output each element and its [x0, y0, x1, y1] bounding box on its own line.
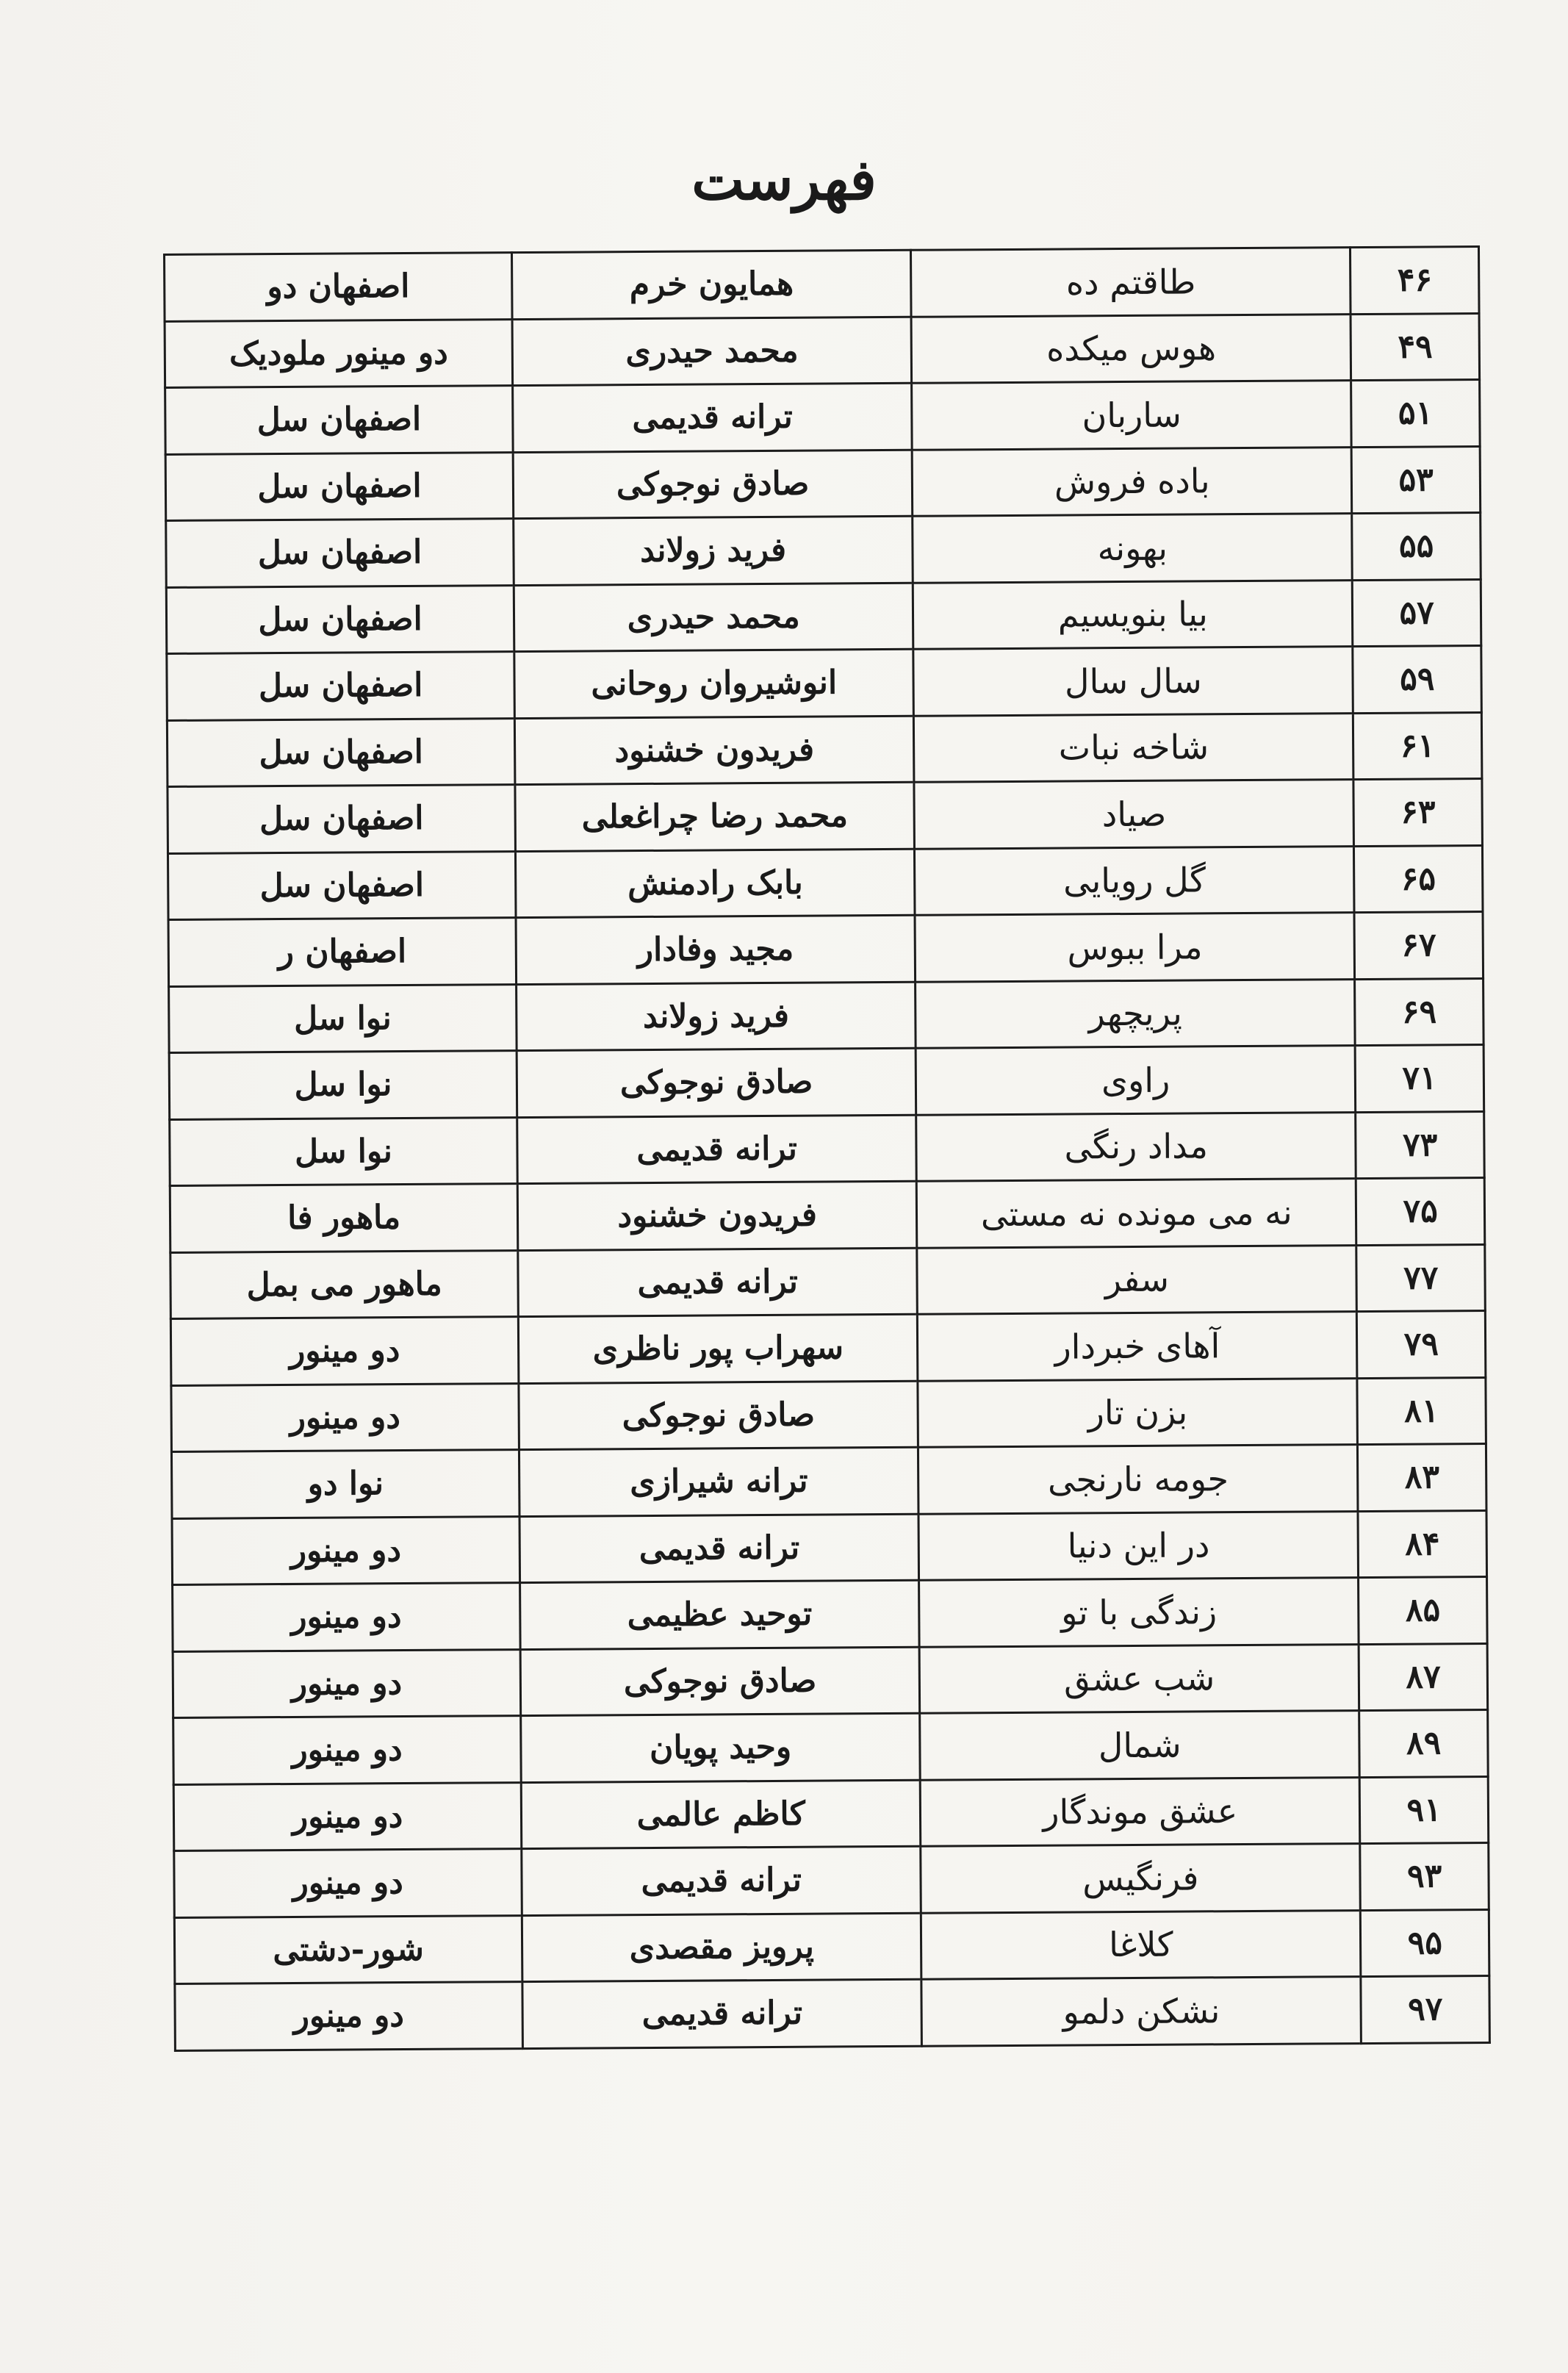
- musical-key-cell: اصفهان سل: [166, 585, 514, 653]
- artist-cell: ترانه شیرازی: [519, 1447, 919, 1516]
- musical-key-cell: اصفهان دو: [165, 253, 513, 321]
- song-title-cell: شاخه نبات: [914, 713, 1354, 782]
- toc-row: [168, 845, 1483, 919]
- song-title-cell: عشق موندگار: [920, 1777, 1360, 1846]
- musical-key-cell: اصفهان ر: [168, 918, 517, 986]
- toc-row: [167, 646, 1482, 720]
- musical-key-cell: اصفهان سل: [167, 652, 515, 720]
- song-title-cell: ساربان: [912, 381, 1352, 450]
- page-number-cell: ۹۷: [1361, 1976, 1489, 2044]
- artist-cell: بابک رادمنش: [516, 849, 916, 918]
- page-number-cell: ۹۱: [1360, 1776, 1489, 1844]
- toc-row: [165, 313, 1480, 387]
- song-title-cell: نشکن دلمو: [921, 1977, 1362, 2046]
- page-number-cell: ۵۱: [1351, 380, 1480, 448]
- song-title-cell: هوس میکده: [911, 314, 1351, 383]
- artist-cell: سهراب پور ناظری: [519, 1314, 918, 1383]
- page-number-cell: ۷۹: [1357, 1311, 1486, 1379]
- artist-cell: فریدون خشنود: [517, 1181, 917, 1250]
- page-number-cell: ۴۹: [1351, 313, 1479, 381]
- artist-cell: ترانه قدیمی: [518, 1248, 918, 1317]
- song-title-cell: مرا ببوس: [915, 913, 1355, 982]
- song-title-cell: مداد رنگی: [916, 1112, 1356, 1181]
- page-number-cell: ۶۷: [1354, 912, 1483, 980]
- artist-cell: محمد رضا چراغعلی: [515, 782, 915, 851]
- page-number-cell: ۸۷: [1359, 1643, 1487, 1711]
- toc-row: [174, 1909, 1489, 1984]
- artist-cell: فریدون خشنود: [515, 716, 915, 785]
- page-number-cell: ۷۱: [1356, 1045, 1484, 1113]
- toc-row: [168, 912, 1484, 986]
- page-number-cell: ۴۶: [1351, 247, 1479, 315]
- toc-body: [165, 247, 1490, 2050]
- artist-cell: ترانه قدیمی: [517, 1115, 917, 1184]
- page-number-cell: ۷۷: [1356, 1244, 1485, 1312]
- page-number-cell: ۸۱: [1357, 1377, 1486, 1445]
- musical-key-cell: شور-دشتی: [174, 1915, 522, 1984]
- artist-cell: وحید پویان: [521, 1713, 921, 1782]
- song-title-cell: گل رویایی: [915, 846, 1355, 915]
- artist-cell: پرویز مقصدی: [522, 1913, 922, 1982]
- musical-key-cell: اصفهان سل: [165, 386, 514, 454]
- musical-key-cell: دو مینور: [173, 1782, 522, 1850]
- toc-row: [175, 1976, 1490, 2050]
- song-title-cell: باده فروش: [912, 447, 1352, 516]
- musical-key-cell: دو مینور: [173, 1583, 521, 1651]
- toc-row: [165, 446, 1481, 520]
- song-title-cell: بیا بنویسیم: [913, 580, 1353, 649]
- song-title-cell: کلاغا: [921, 1910, 1362, 1979]
- song-title-cell: صیاد: [914, 780, 1354, 849]
- toc-row: [167, 712, 1482, 786]
- page-number-cell: ۹۵: [1361, 1909, 1489, 1977]
- page-number-cell: ۸۳: [1358, 1444, 1486, 1512]
- artist-cell: محمد حیدری: [514, 583, 913, 652]
- artist-cell: کاظم عالمی: [521, 1780, 921, 1849]
- musical-key-cell: نوا سل: [169, 984, 517, 1052]
- page-number-cell: ۷۳: [1356, 1111, 1484, 1179]
- song-title-cell: فرنگیس: [921, 1844, 1361, 1913]
- artist-cell: صادق نوجوکی: [513, 450, 913, 519]
- toc-row: [172, 1510, 1487, 1584]
- musical-key-cell: اصفهان سل: [167, 718, 515, 786]
- toc-row: [170, 1244, 1486, 1318]
- artist-cell: ترانه قدیمی: [519, 1514, 919, 1583]
- artist-cell: مجید وفادار: [516, 915, 916, 984]
- artist-cell: همایون خرم: [512, 250, 912, 319]
- toc-row: [170, 1111, 1485, 1185]
- artist-cell: صادق نوجوکی: [517, 1048, 916, 1117]
- page-number-cell: ۵۹: [1353, 646, 1481, 714]
- musical-key-cell: ماهور فا: [170, 1184, 518, 1252]
- musical-key-cell: دو مینور: [175, 1982, 523, 2050]
- toc-row: [165, 247, 1480, 321]
- page-number-cell: ۹۳: [1360, 1843, 1489, 1911]
- musical-key-cell: نوا سل: [170, 1117, 518, 1185]
- artist-cell: صادق نوجوکی: [520, 1647, 920, 1716]
- page-number-cell: ۵۷: [1353, 579, 1481, 647]
- toc-row: [170, 1311, 1486, 1385]
- musical-key-cell: دو مینور: [172, 1516, 520, 1584]
- page-number-cell: ۵۵: [1352, 513, 1481, 581]
- toc-row: [166, 513, 1481, 587]
- toc-row: [174, 1843, 1489, 1917]
- artist-cell: انوشیروان روحانی: [514, 649, 914, 718]
- musical-key-cell: اصفهان سل: [168, 785, 516, 853]
- song-title-cell: شب عشق: [919, 1644, 1359, 1713]
- toc-row: [170, 1178, 1485, 1252]
- artist-cell: فرید زولاند: [517, 982, 916, 1051]
- musical-key-cell: دو مینور: [171, 1383, 519, 1451]
- page-number-cell: ۶۹: [1355, 978, 1484, 1046]
- page-number-cell: ۵۳: [1352, 446, 1481, 514]
- song-title-cell: پریچهر: [916, 979, 1356, 1048]
- musical-key-cell: دو مینور: [173, 1716, 522, 1784]
- toc-row: [173, 1577, 1488, 1651]
- toc-row: [171, 1444, 1486, 1518]
- toc-row: [171, 1377, 1486, 1451]
- song-title-cell: طاقتم ده: [911, 248, 1351, 317]
- song-title-cell: در این دنیا: [918, 1511, 1359, 1580]
- page-number-cell: ۶۵: [1354, 845, 1483, 913]
- musical-key-cell: نوا دو: [171, 1450, 519, 1518]
- page-number-cell: ۸۴: [1358, 1510, 1486, 1578]
- page-title: فهرست: [691, 147, 877, 212]
- toc-row: [165, 380, 1481, 454]
- artist-cell: محمد حیدری: [512, 317, 912, 386]
- song-title-cell: زندگی با تو: [919, 1578, 1359, 1647]
- song-title-cell: راوی: [916, 1046, 1356, 1115]
- page-number-cell: ۷۵: [1356, 1178, 1485, 1246]
- toc-row: [173, 1710, 1489, 1784]
- musical-key-cell: دو مینور: [174, 1849, 522, 1917]
- page-number-cell: ۶۱: [1353, 712, 1482, 780]
- musical-key-cell: اصفهان سل: [168, 851, 516, 919]
- song-title-cell: سفر: [917, 1245, 1357, 1314]
- song-title-cell: سال سال: [913, 647, 1353, 716]
- musical-key-cell: ماهور می بمل: [170, 1250, 519, 1318]
- artist-cell: توحید عظیمی: [520, 1580, 920, 1649]
- artist-cell: فرید زولاند: [514, 516, 913, 585]
- toc-row: [173, 1643, 1488, 1717]
- song-title-cell: نه می مونده نه مستی: [916, 1179, 1356, 1248]
- toc-row: [166, 579, 1481, 653]
- song-title-cell: جومه نارنجی: [918, 1445, 1359, 1514]
- toc-row: [169, 978, 1484, 1052]
- toc-row: [168, 779, 1483, 853]
- toc-row: [169, 1045, 1484, 1119]
- song-title-cell: آهای خبردار: [918, 1312, 1358, 1381]
- page-number-cell: ۸۵: [1359, 1577, 1487, 1645]
- page-number-cell: ۶۳: [1353, 779, 1482, 847]
- musical-key-cell: دو مینور: [173, 1649, 521, 1717]
- musical-key-cell: اصفهان سل: [165, 452, 514, 520]
- musical-key-cell: دو مینور: [170, 1317, 519, 1385]
- musical-key-cell: نوا سل: [169, 1051, 517, 1119]
- toc-table: [163, 245, 1491, 2051]
- page-number-cell: ۸۹: [1359, 1710, 1488, 1778]
- artist-cell: صادق نوجوکی: [519, 1381, 918, 1450]
- artist-cell: ترانه قدیمی: [513, 383, 913, 452]
- song-title-cell: شمال: [920, 1711, 1360, 1780]
- song-title-cell: بهونه: [913, 514, 1353, 583]
- musical-key-cell: اصفهان سل: [166, 519, 514, 587]
- artist-cell: ترانه قدیمی: [522, 1846, 921, 1915]
- song-title-cell: بزن تار: [918, 1378, 1358, 1447]
- musical-key-cell: دو مینور ملودیک: [165, 319, 513, 387]
- artist-cell: ترانه قدیمی: [522, 1979, 922, 2048]
- toc-row: [173, 1776, 1489, 1850]
